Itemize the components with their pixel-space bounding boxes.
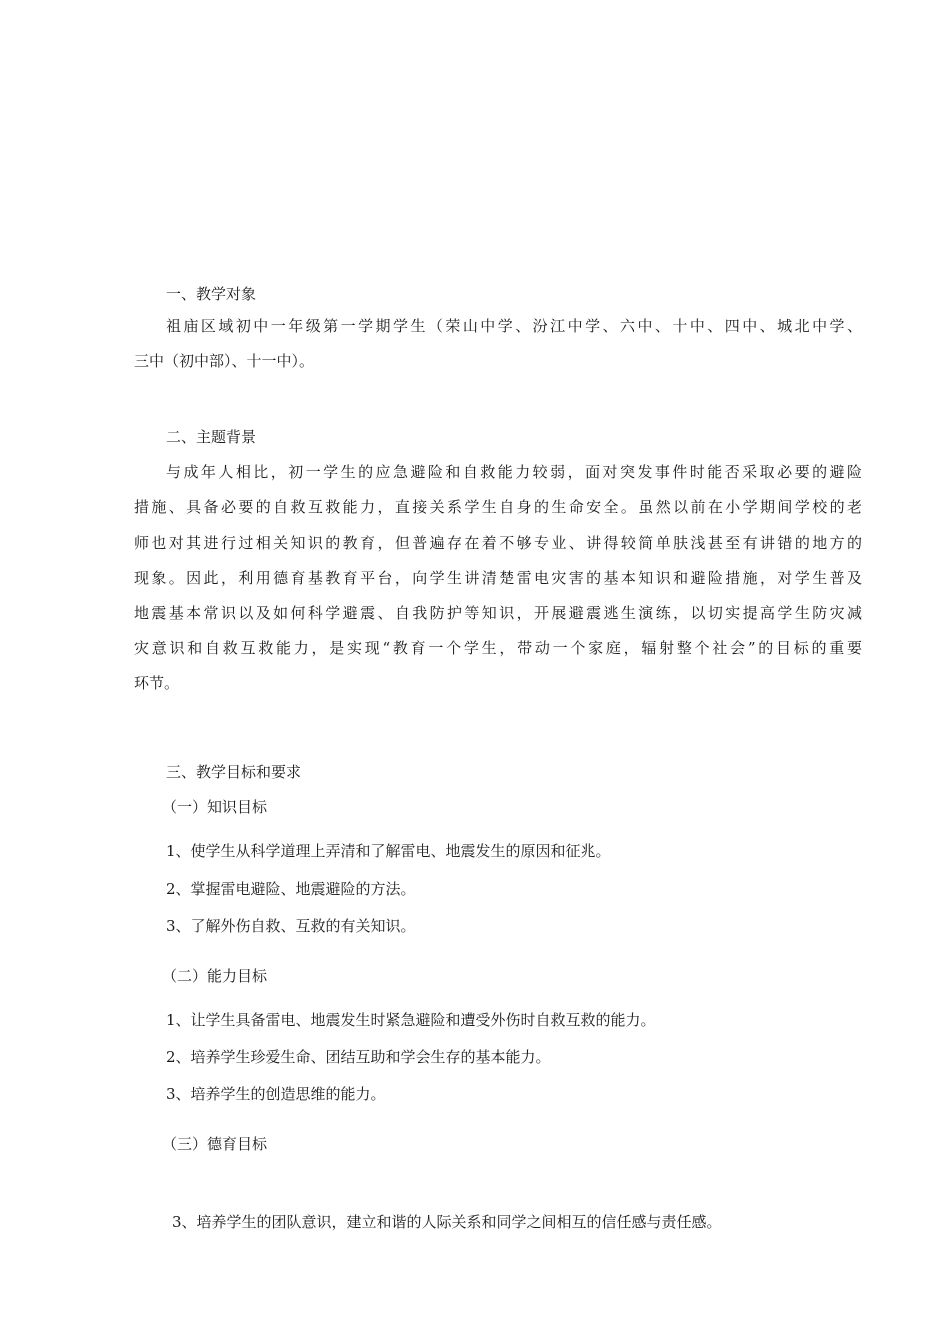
section1-heading: 一、教学对象	[166, 285, 257, 303]
ability-goal-item: 3、培养学生的创造思维的能力。	[166, 1085, 386, 1103]
ability-goals-heading: （二）能力目标	[162, 967, 268, 985]
ability-goal-item: 1、让学生具备雷电、地震发生时紧急避险和遭受外伤时自救互救的能力。	[166, 1011, 656, 1029]
section3-heading: 三、教学目标和要求	[166, 763, 302, 781]
section2-text-line-7: 环节。	[134, 674, 180, 692]
ability-goal-item: 2、培养学生珍爱生命、团结互助和学会生存的基本能力。	[166, 1048, 551, 1066]
section2-text-line-6: 灾意识和自救互救能力，是实现“教育一个学生，带动一个家庭，辐射整个社会”的目标的重要	[134, 639, 862, 657]
section1-text-line-1: 祖庙区域初中一年级第一学期学生（荣山中学、汾江中学、六中、十中、四中、城北中学、	[166, 317, 862, 335]
section2-text-line-2: 措施、具备必要的自救互救能力，直接关系学生自身的生命安全。虽然以前在小学期间学校的老	[134, 498, 862, 516]
section2-text-line-4: 现象。因此，利用德育基教育平台，向学生讲清楚雷电灾害的基本知识和避险措施，对学生普及	[134, 569, 862, 587]
knowledge-goals-heading: （一）知识目标	[162, 798, 268, 816]
section2-heading: 二、主题背景	[166, 428, 257, 446]
section1-text-line-2: 三中（初中部）、十一中）。	[134, 352, 315, 370]
section2-text-line-5: 地震基本常识以及如何科学避震、自我防护等知识，开展避震逃生演练，以切实提高学生防灾减	[134, 604, 862, 622]
section2-text-line-3: 师也对其进行过相关知识的教育，但普遍存在着不够专业、讲得较简单肤浅甚至有讲错的地方的	[134, 534, 862, 552]
knowledge-goal-item: 2、掌握雷电避险、地震避险的方法。	[166, 880, 416, 898]
section2-text-line-1: 与成年人相比，初一学生的应急避险和自救能力较弱，面对突发事件时能否采取必要的避险	[166, 463, 862, 481]
knowledge-goal-item: 3、了解外伤自救、互救的有关知识。	[166, 917, 416, 935]
knowledge-goal-item: 1、使学生从科学道理上弄清和了解雷电、地震发生的原因和征兆。	[166, 842, 611, 860]
moral-goals-heading: （三）德育目标	[162, 1135, 268, 1153]
moral-goal-item: 3、培养学生的团队意识，建立和谐的人际关系和同学之间相互的信任感与责任感。	[172, 1213, 722, 1231]
